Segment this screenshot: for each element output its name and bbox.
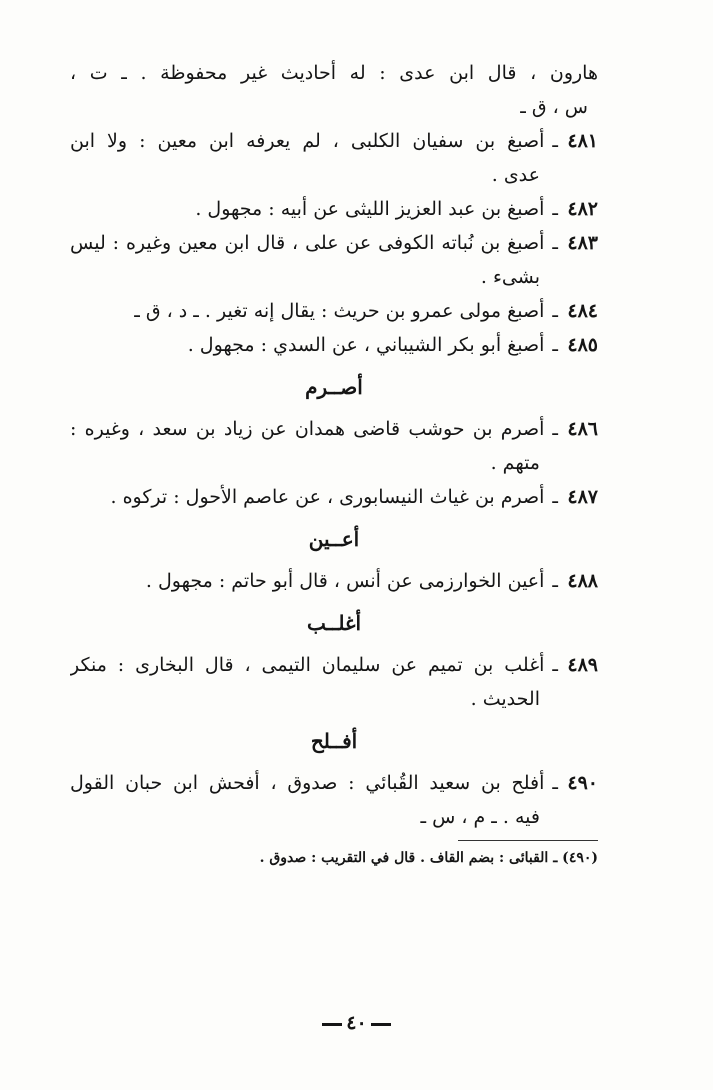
- section-heading: أغلــب: [307, 611, 361, 635]
- entry-text: أصبغ بن سفيان الكلبى ، لم يعرفه ابن معين : ولا ابن: [70, 130, 545, 152]
- entry-text: أصرم بن غياث النيسابورى ، عن عاصم الأحول : تركوه .: [110, 486, 545, 508]
- entry-continuation: متهم .: [490, 452, 540, 474]
- section-heading: أصــرم: [305, 375, 363, 399]
- entry-text: أعين الخوارزمى عن أنس ، قال أبو حاتم : مجهول .: [145, 570, 545, 592]
- continuation-line: هارون ، قال ابن عدى : له أحاديث غير محفوظة . ـ ت ،: [70, 62, 598, 84]
- entry-number: ٤٩٠: [567, 772, 598, 794]
- entry-number: ٤٨٣: [567, 232, 598, 254]
- footnote-divider: [458, 840, 598, 841]
- entry-line: ٤٩٠ـأفلح بن سعيد القُبائي : صدوق ، أفحش ابن حبان القول: [70, 766, 598, 800]
- page-number: [0, 1012, 713, 1034]
- entry-line: ٤٨٨ـأعين الخوارزمى عن أنس ، قال أبو حاتم : مجهول .: [70, 564, 598, 598]
- entry-number: ٤٨٤: [567, 300, 598, 322]
- entry-number: ٤٨٩: [567, 654, 598, 676]
- continuation-line: س ، ق ـ: [520, 96, 588, 118]
- entry-text: أفلح بن سعيد القُبائي : صدوق ، أفحش ابن حبان القول: [70, 772, 545, 794]
- entry-number: ٤٨١: [567, 130, 598, 152]
- entry-number: ٤٨٢: [567, 198, 598, 220]
- footnote: (٤٩٠) ـ القبائى : بضم القاف . قال في التقريب : صدوق .: [259, 850, 598, 866]
- entry-line: ٤٨٥ـأصبغ أبو بكر الشيباني ، عن السدي : مجهول .: [70, 328, 598, 362]
- decorative-bar: [371, 1023, 391, 1026]
- entry-number: ٤٨٥: [567, 334, 598, 356]
- page-number-value: ٤٠: [346, 1012, 367, 1034]
- entry-continuation: بشىء .: [480, 266, 540, 288]
- entry-line: ٤٨١ـأصبغ بن سفيان الكلبى ، لم يعرفه ابن معين : ولا ابن: [70, 124, 598, 158]
- entry-line: ٤٨٣ـأصبغ بن نُباته الكوفى عن على ، قال ابن معين وغيره : ليس: [70, 226, 598, 260]
- decorative-bar: [322, 1023, 342, 1026]
- section-heading: أعــين: [308, 527, 360, 551]
- entry-text: أصبغ بن نُباته الكوفى عن على ، قال ابن معين وغيره : ليس: [70, 232, 545, 254]
- entry-continuation: فيه . ـ م ، س ـ: [420, 806, 540, 828]
- entry-continuation: الحديث .: [470, 688, 540, 710]
- entry-text: أصبغ بن عبد العزيز الليثى عن أبيه : مجهول .: [195, 198, 545, 220]
- entry-number: ٤٨٧: [567, 486, 598, 508]
- entry-text: أغلب بن تميم عن سليمان التيمى ، قال البخارى : منكر: [70, 654, 545, 676]
- document-page: [70, 56, 598, 869]
- entry-number: ٤٨٦: [567, 418, 598, 440]
- section-heading: أفــلح: [310, 729, 358, 753]
- entry-number: ٤٨٨: [567, 570, 598, 592]
- entry-line: ٤٨٤ـأصبغ مولى عمرو بن حريث : يقال إنه تغير . ـ د ، ق ـ: [70, 294, 598, 328]
- entry-text: أصبغ أبو بكر الشيباني ، عن السدي : مجهول .: [187, 334, 545, 356]
- entry-line: ٤٨٦ـأصرم بن حوشب قاضى همدان عن زياد بن سعد ، وغيره :: [70, 412, 598, 446]
- entry-text: أصرم بن حوشب قاضى همدان عن زياد بن سعد ، وغيره :: [70, 418, 545, 440]
- entry-continuation: عدى .: [491, 164, 540, 186]
- entry-line: ٤٨٧ـأصرم بن غياث النيسابورى ، عن عاصم الأحول : تركوه .: [70, 480, 598, 514]
- entry-text: أصبغ مولى عمرو بن حريث : يقال إنه تغير . ـ د ، ق ـ: [134, 300, 545, 322]
- entry-line: ٤٨٢ـأصبغ بن عبد العزيز الليثى عن أبيه : مجهول .: [70, 192, 598, 226]
- entry-line: ٤٨٩ـأغلب بن تميم عن سليمان التيمى ، قال البخارى : منكر: [70, 648, 598, 682]
